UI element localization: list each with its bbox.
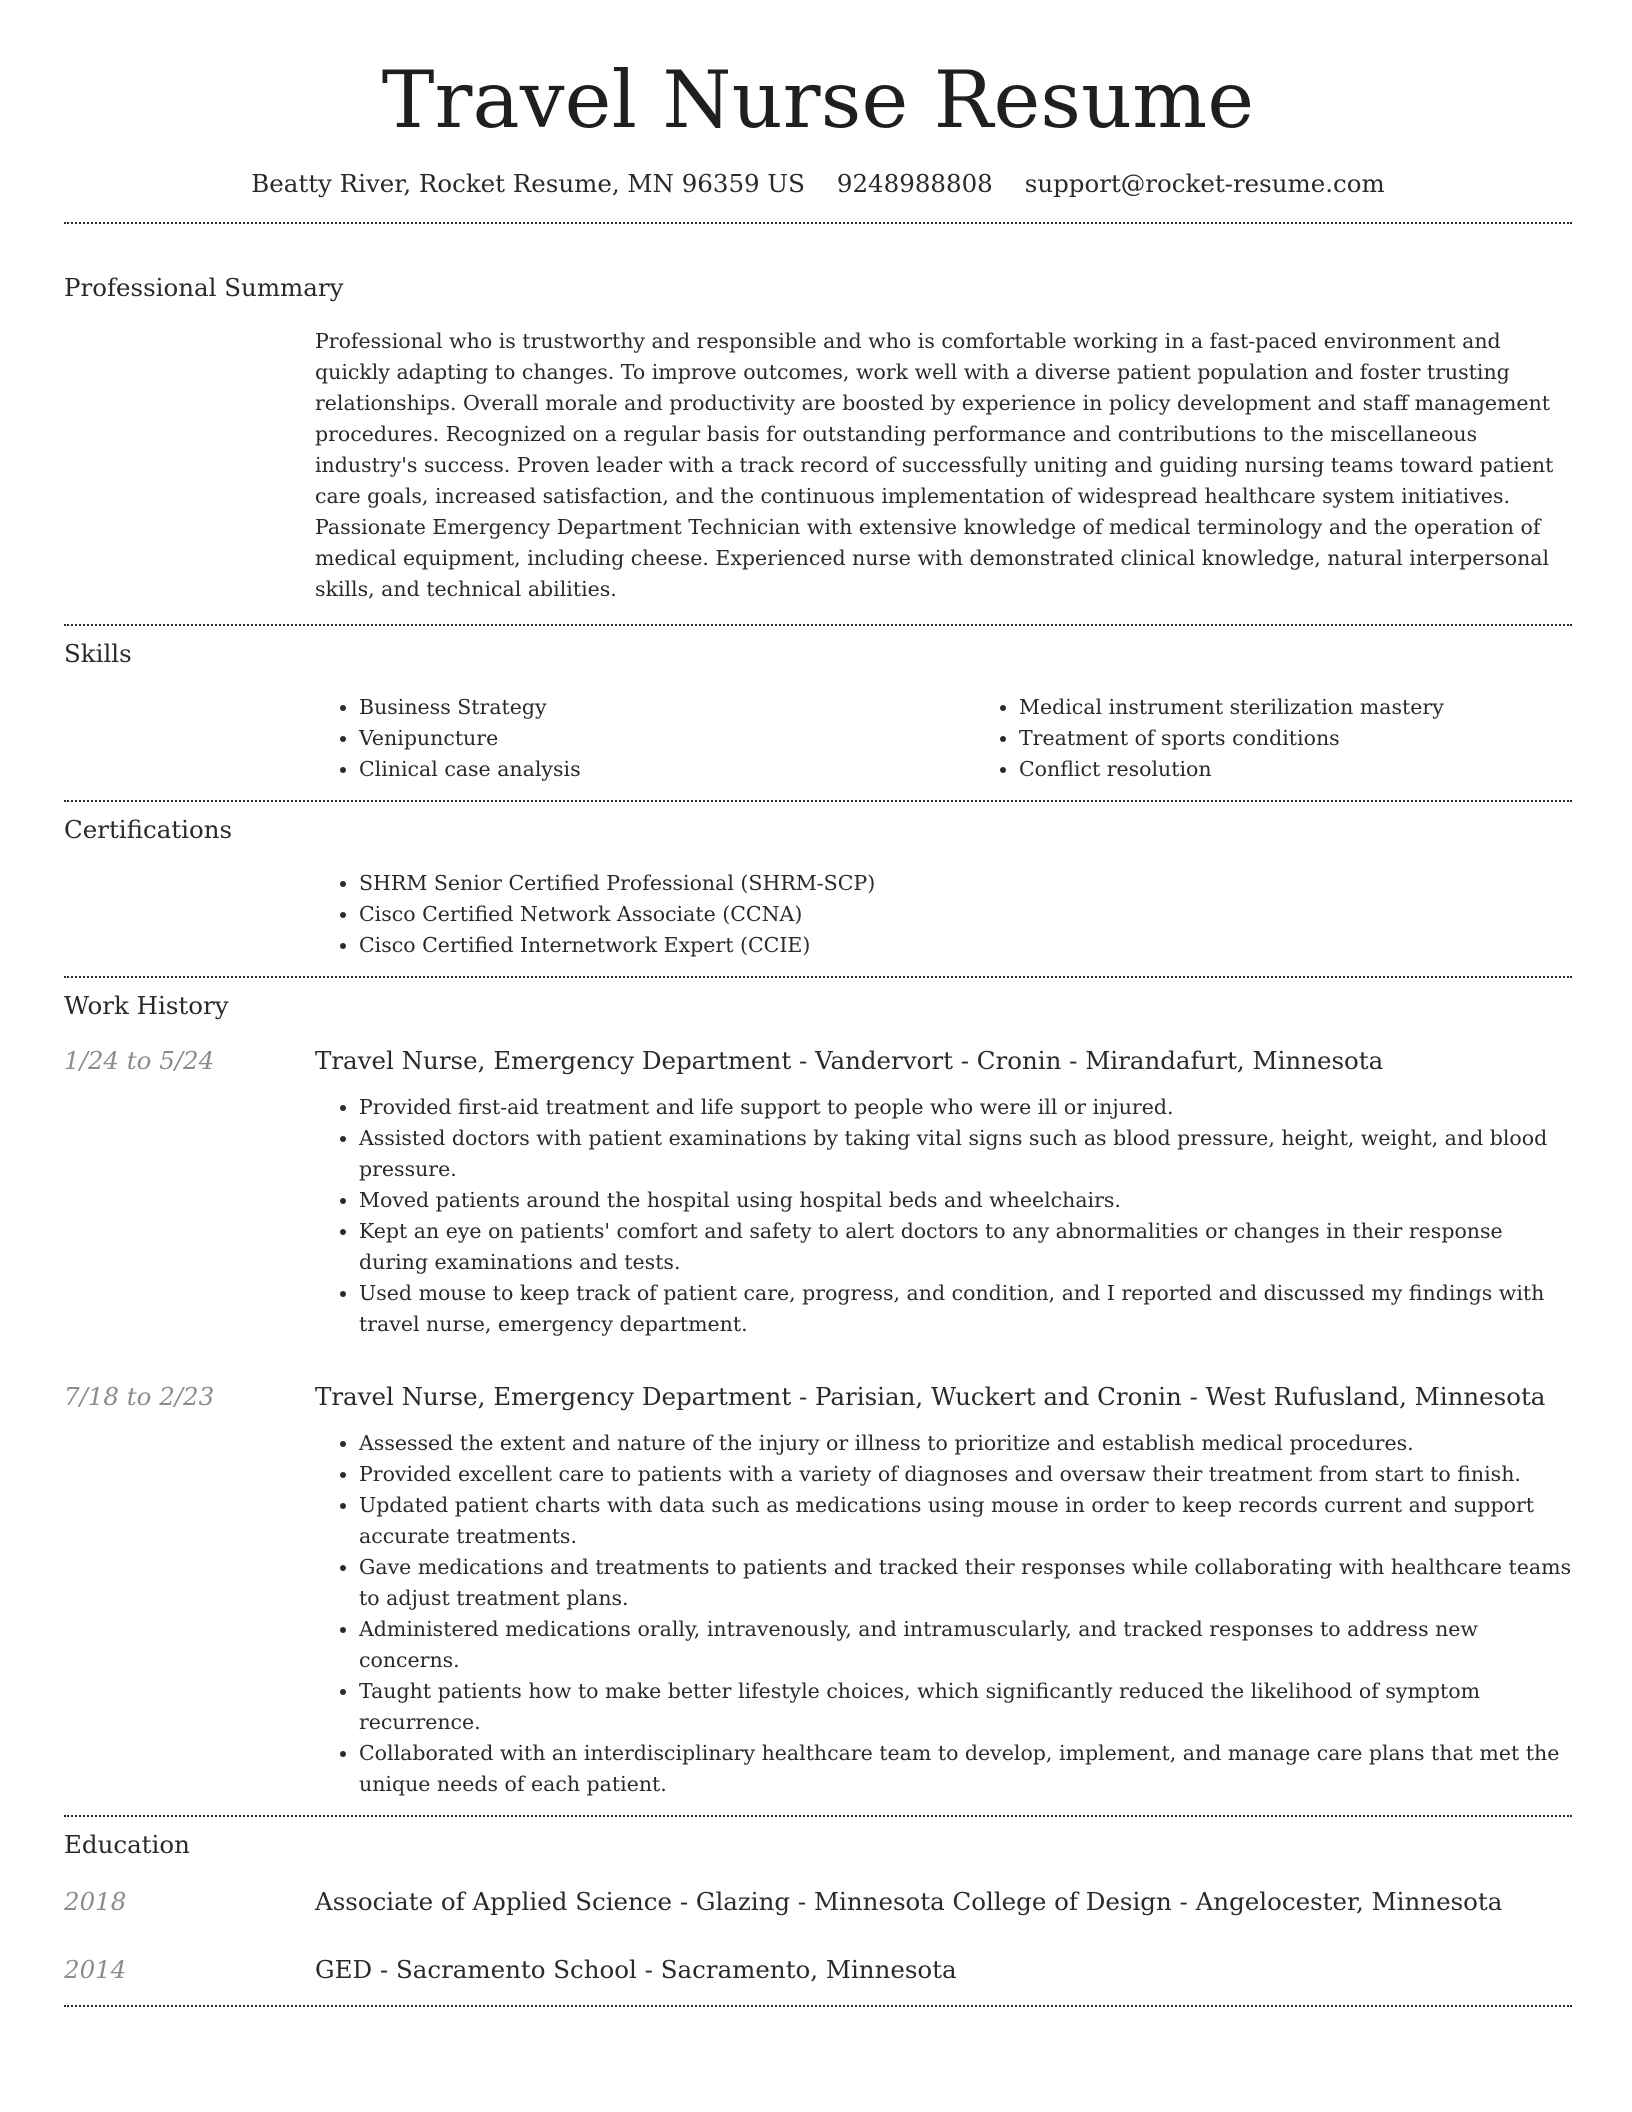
skill-item: • Treatment of sports conditions: [1019, 723, 1632, 754]
skills-section: [64, 626, 1572, 785]
contact-phone: 9248988808: [836, 169, 993, 198]
certifications-section: [64, 802, 1572, 961]
job-dates: 1/24 to 5/24: [64, 1046, 215, 1075]
job-bullet-list: [315, 1428, 1572, 1800]
skill-item: • Clinical case analysis: [359, 754, 975, 785]
skill-item: • Medical instrument sterilization mastery: [1019, 692, 1632, 723]
job-bullet: • Used mouse to keep track of patient care, progress, and condition, and I reported and discussed my findings with travel nurse, emergency department.: [359, 1278, 1572, 1340]
skills-column-left: [315, 692, 975, 785]
education-heading: Education: [64, 1830, 190, 1859]
skill-item: • Business Strategy: [359, 692, 975, 723]
job-bullets: [315, 1428, 1572, 1800]
skills-column-right: [975, 692, 1632, 785]
certifications-content: [315, 868, 1572, 961]
education-degree: GED - Sacramento School - Sacramento, Minnesota: [315, 1955, 957, 1984]
certifications-list: [315, 868, 1572, 961]
education-section: [64, 1817, 1572, 1987]
education-entry: [64, 1885, 1572, 1919]
job-bullet-list: [315, 1092, 1572, 1340]
skills-list: [315, 692, 1572, 785]
job-header: [64, 1380, 1572, 1414]
job-bullet: • Gave medications and treatments to patients and tracked their responses while collaborating with healthcare teams to adjust treatment plans.: [359, 1552, 1572, 1614]
education-year: 2014: [64, 1955, 127, 1984]
job-bullet: • Collaborated with an interdisciplinary healthcare team to develop, implement, and manage care plans that met the unique needs of each patient.: [359, 1738, 1572, 1800]
job-entry: [64, 1044, 1572, 1340]
skill-item: • Venipuncture: [359, 723, 975, 754]
job-bullet: • Assessed the extent and nature of the injury or illness to prioritize and establish medical procedures.: [359, 1428, 1572, 1459]
job-bullet: • Moved patients around the hospital using hospital beds and wheelchairs.: [359, 1185, 1572, 1216]
certification-item: • Cisco Certified Internetwork Expert (CCIE): [359, 930, 1572, 961]
summary-content: [315, 326, 1572, 605]
skills-heading: Skills: [64, 639, 132, 668]
work-history-section: [64, 978, 1572, 1800]
contact-address: Beatty River, Rocket Resume, MN 96359 US: [251, 169, 805, 198]
summary-heading: Professional Summary: [64, 273, 344, 302]
certifications-heading: Certifications: [64, 815, 233, 844]
job-bullet: • Provided first-aid treatment and life support to people who were ill or injured.: [359, 1092, 1572, 1123]
certification-item: • SHRM Senior Certified Professional (SHRM-SCP): [359, 868, 1572, 899]
contact-email: support@rocket-resume.com: [1024, 169, 1385, 198]
job-bullet: • Updated patient charts with data such as medications using mouse in order to keep records current and support accurate treatments.: [359, 1490, 1572, 1552]
job-header: [64, 1044, 1572, 1078]
section-divider: [64, 2005, 1572, 2007]
education-degree: Associate of Applied Science - Glazing - Minnesota College of Design - Angelocester, Minnesota: [315, 1887, 1503, 1916]
job-bullets: [315, 1092, 1572, 1340]
certification-item: • Cisco Certified Network Associate (CCNA): [359, 899, 1572, 930]
resume-title: Travel Nurse Resume: [381, 54, 1255, 146]
job-bullet: • Administered medications orally, intravenously, and intramuscularly, and tracked responses to address new concerns.: [359, 1614, 1572, 1676]
job-title: Travel Nurse, Emergency Department - Parisian, Wuckert and Cronin - West Rufusland, Minnesota: [315, 1382, 1546, 1411]
job-bullet: • Assisted doctors with patient examinations by taking vital signs such as blood pressure, height, weight, and blood pressure.: [359, 1123, 1572, 1185]
job-entry: [64, 1380, 1572, 1800]
resume-page: [64, 0, 1572, 2007]
education-entry: [64, 1953, 1572, 1987]
summary-text: Professional who is trustworthy and responsible and who is comfortable working in a fast-paced environment and quickly adapting to changes. To improve outcomes, work well with a diverse patient population and foster trusting relationships. Overall morale and productivity are boosted by experience in policy development and staff management procedures. Recognized on a regular basis for outstanding performance and contributions to the miscellaneous industry's success. Proven leader with a track record of successfully uniting and guiding nursing teams toward patient care goals, increased satisfaction, and the continuous implementation of widespread healthcare system initiatives. Passionate Emergency Department Technician with extensive knowledge of medical terminology and the operation of medical equipment, including cheese. Experienced nurse with demonstrated clinical knowledge, natural interpersonal skills, and technical abilities.: [315, 329, 1554, 601]
skill-item: • Conflict resolution: [1019, 754, 1632, 785]
job-bullet: • Provided excellent care to patients with a variety of diagnoses and oversaw their treatment from start to finish.: [359, 1459, 1572, 1490]
contact-line: [64, 166, 1572, 202]
job-title: Travel Nurse, Emergency Department - Vandervort - Cronin - Mirandafurt, Minnesota: [315, 1046, 1384, 1075]
job-bullet: • Taught patients how to make better lifestyle choices, which significantly reduced the likelihood of symptom recurrence.: [359, 1676, 1572, 1738]
job-bullet: • Kept an eye on patients' comfort and safety to alert doctors to any abnormalities or changes in their response during examinations and tests.: [359, 1216, 1572, 1278]
education-year: 2018: [64, 1887, 127, 1916]
work-history-heading: Work History: [64, 991, 229, 1020]
job-dates: 7/18 to 2/23: [64, 1382, 215, 1411]
summary-section: [64, 224, 1572, 605]
